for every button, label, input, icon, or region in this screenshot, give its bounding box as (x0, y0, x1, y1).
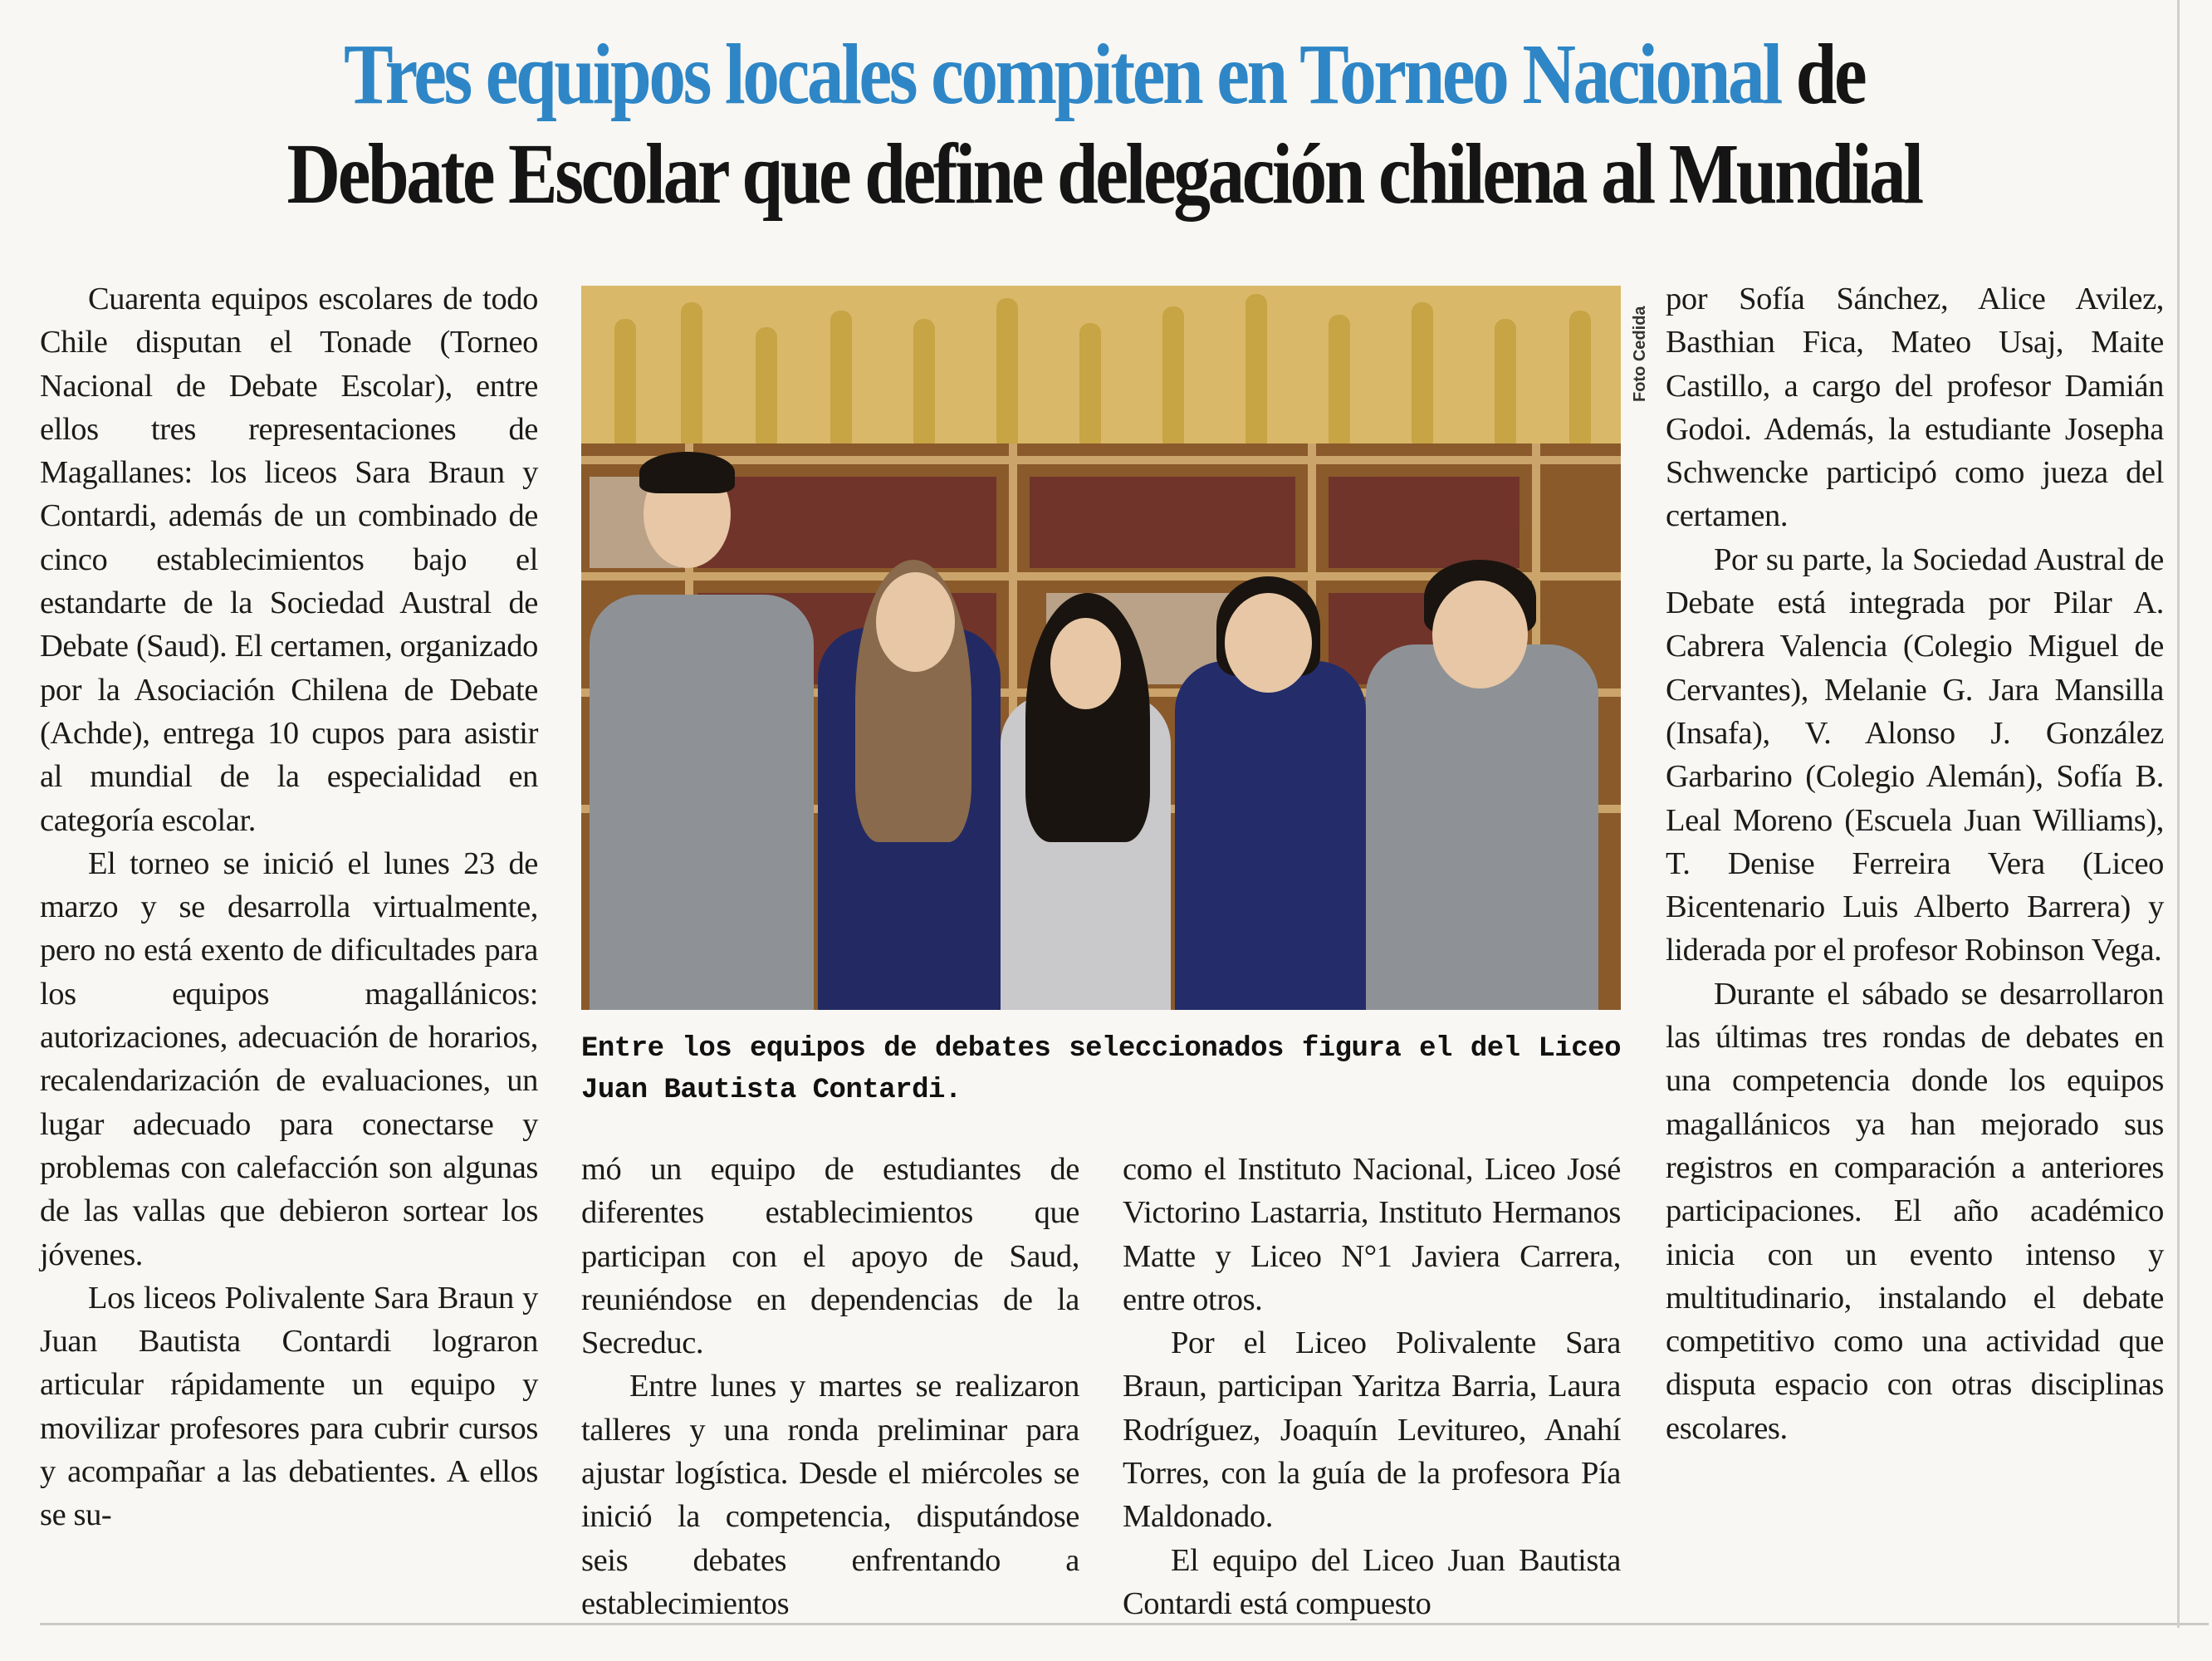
trophy (1162, 306, 1184, 443)
student-5-head (1432, 581, 1528, 688)
student-3-head (1050, 618, 1121, 709)
trophy (1245, 294, 1267, 443)
trophy (1412, 302, 1433, 443)
student-1-hair (639, 452, 735, 493)
student-4 (1175, 661, 1366, 1010)
trophy (1495, 319, 1516, 443)
trophy (1329, 315, 1350, 443)
headline-blue-part: Tres equipos locales compiten en Torneo Nacional (343, 27, 1780, 122)
student-2-head (876, 572, 955, 672)
trophy (614, 319, 636, 443)
paragraph: Por el Liceo Polivalente Sara Braun, participan Yaritza Barria, Laura Rodríguez, Joaquín Levitureo, Anahí Torres, con la guía de la profesora Pía Maldonado. (1123, 1325, 1621, 1535)
article-column-4 (1666, 277, 2164, 1450)
paragraph: Entre lunes y martes se realizaron talleres y una ronda preliminar para ajustar logística. Desde el miércoles se inició la competencia, disputándose seis debates enfrentando a establecimientos (581, 1369, 1079, 1621)
photo-caption: Entre los equipos de debates seleccionados figura el del Liceo Juan Bautista Contardi. (581, 1033, 1621, 1106)
student-5 (1366, 644, 1598, 1010)
trophy (681, 302, 702, 443)
paragraph: como el Instituto Nacional, Liceo José Victorino Lastarria, Instituto Hermanos Matte y Liceo N°1 Javiera Carrera, entre otros. (1123, 1152, 1621, 1317)
photo-wall (581, 286, 1621, 452)
paragraph: Cuarenta equipos escolares de todo Chile disputan el Tonade (Torneo Nacional de Debate Escolar), entre ellos tres representaciones de Magallanes: los liceos Sara Braun y Contardi, además de un combinado de cinco establecimientos bajo el estandarte de la Sociedad Austral de Debate (Saud). El certamen, organizado por la Asociación Chilena de Debate (Achde), entrega 10 cupos para asistir al mundial de la especialidad en categoría escolar. (40, 282, 538, 838)
trophy (913, 319, 935, 443)
headline (153, 25, 2055, 224)
trophy (1079, 323, 1101, 443)
article-column-3 (1123, 1148, 1621, 1625)
photo-credit: Foto Cedida (1631, 306, 1649, 402)
article-column-2 (581, 1148, 1079, 1625)
headline-line-2: Debate Escolar que define delegación chilena al Mundial (286, 126, 1921, 222)
paragraph: El equipo del Liceo Juan Bautista Contardi está compuesto (1123, 1542, 1621, 1621)
paragraph: Durante el sábado se desarrollaron las últimas tres rondas de debates en una competencia donde los equipos magallánicos ya han mejorado sus registros en comparación a anteriores participaciones. El año académico inicia con un evento intenso y multitudinario, instalando el debate competitivo como una actividad que disputa espacio con otras disciplinas escolares. (1666, 976, 2164, 1446)
paragraph: mó un equipo de estudiantes de diferentes establecimientos que participan con el apoyo de Saud, reuniéndose en dependencias de la Secreduc. (581, 1152, 1079, 1361)
paragraph: El torneo se inició el lunes 23 de marzo y se desarrolla virtualmente, pero no está exento de dificultades para los equipos magallánicos: autorizaciones, adecuación de horarios, recalendarización de evaluaciones, un lugar adecuado para conectarse y problemas con calefacción son algunas de las vallas que debieron sortear los jóvenes. (40, 845, 538, 1272)
headline-connector: de (1795, 27, 1865, 122)
trophy (1569, 311, 1591, 443)
paragraph: por Sofía Sánchez, Alice Avilez, Basthian Fica, Mateo Usaj, Maite Castillo, a cargo del profesor Damián Godoi. Además, la estudiante Josepha Schwencke participó como jueza del certamen. (1666, 282, 2164, 534)
trophy (756, 327, 777, 443)
paragraph: Los liceos Polivalente Sara Braun y Juan Bautista Contardi lograron articular rápidamente un equipo y movilizar profesores para cubrir cursos y acompañar a las debatientes. A ellos se su- (40, 1280, 538, 1533)
trophy (830, 311, 852, 443)
article-column-1 (40, 277, 538, 1537)
student-4-head (1225, 593, 1312, 693)
student-1 (590, 595, 814, 1010)
bottom-rule (40, 1623, 2209, 1625)
trophy (996, 298, 1018, 443)
page-edge-line (2177, 0, 2180, 1628)
headline-line-1 (153, 25, 2055, 125)
article-photo (581, 286, 1621, 1010)
paragraph: Por su parte, la Sociedad Austral de Debate está integrada por Pilar A. Cabrera Valencia (Colegio Miguel de Cervantes), Melanie G. Jara Mansilla (Insafa), V. Alonso J. González Garbarino (Colegio Alemán), Sofía B. Leal Moreno (Escuela Juan Williams), T. Denise Ferreira Vera (Liceo Bicentenario Luis Alberto Barrera) y liderada por el profesor Robinson Vega. (1666, 541, 2164, 968)
